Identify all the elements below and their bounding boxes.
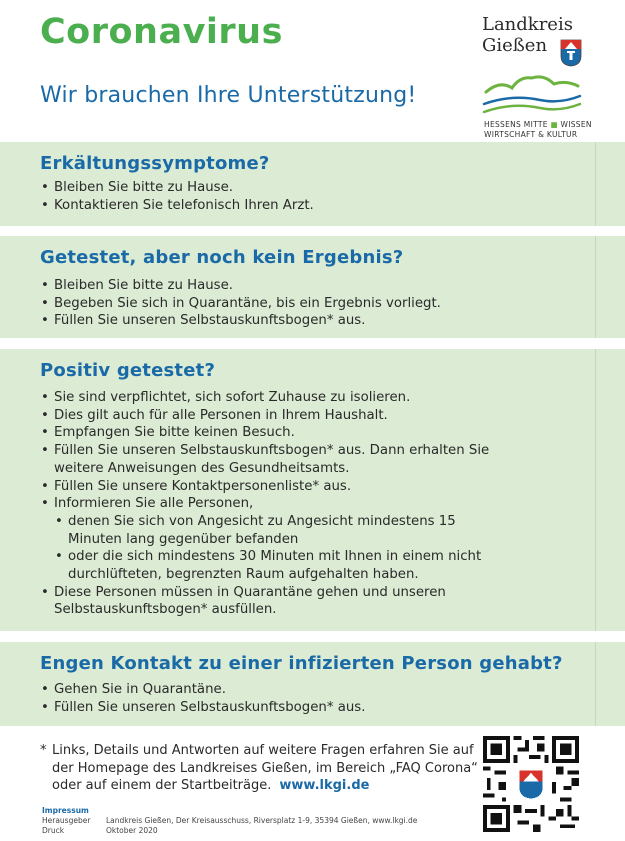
imprint-publisher-label: Herausgeber (42, 816, 91, 825)
landscape-icon (482, 72, 582, 120)
footnote-text: Links, Details und Antworten auf weitere Fragen erfahren Sie auf der Homepage des Landkreises Gießen, im Bereich „FAQ Corona“ oder auf einem der Startbeiträge. (52, 743, 478, 793)
list-item: • Sie sind verpflichtet, sich sofort Zuhause zu isolieren. (40, 389, 625, 407)
sub-list-item: • oder die sich mindestens 30 Minuten mit Ihnen in einem nicht durchlüfteten, begrenzten Raum aufgehalten haben. (40, 548, 530, 583)
list-item: • Füllen Sie unsere Kontaktpersonenliste* aus. (40, 478, 625, 496)
list-item: • Diese Personen müssen in Quarantäne gehen und unseren Selbstauskunftsbogen* ausfüllen. (40, 584, 520, 619)
imprint-heading: Impressum (42, 806, 89, 815)
imprint (42, 806, 417, 836)
imprint-publisher-value: Landkreis Gießen, Der Kreisausschuss, Riversplatz 1-9, 35394 Gießen, www.lkgi.de (106, 816, 418, 825)
list-item: • Bleiben Sie bitte zu Hause. (40, 277, 625, 295)
section-heading: Erkältungssymptome? (40, 153, 270, 174)
page-title: Coronavirus (40, 12, 283, 52)
list-item: • Kontaktieren Sie telefonisch Ihren Arzt. (40, 197, 625, 215)
logo-tag-line-2: WIRTSCHAFT & KULTUR (484, 130, 578, 139)
dot-icon: ■ (550, 120, 558, 129)
logo-line-2: Gießen (482, 35, 548, 56)
list-item: • Bleiben Sie bitte zu Hause. (40, 179, 625, 197)
section-heading: Positiv getestet? (40, 360, 216, 381)
list-item: • Gehen Sie in Quarantäne. (40, 681, 625, 699)
sub-list-item: • denen Sie sich von Angesicht zu Angesicht mindestens 15 Minuten lang gegenüber befanden (40, 513, 510, 548)
landkreis-logo (482, 14, 592, 139)
list-item: • Dies gilt auch für alle Personen in Ihrem Haushalt. (40, 407, 625, 425)
list-item: • Füllen Sie unseren Selbstauskunftsbogen* aus. (40, 312, 625, 330)
coat-of-arms-icon (560, 39, 582, 67)
logo-tag-a: HESSENS MITTE (484, 120, 548, 129)
section-cold-symptoms (0, 142, 625, 226)
page-subtitle: Wir brauchen Ihre Unterstützung! (40, 83, 417, 108)
section-tested-positive (0, 349, 625, 631)
footnote-star: * (40, 743, 47, 758)
logo-line-1: Landkreis (482, 14, 573, 35)
section-heading: Engen Kontakt zu einer infizierten Person gehabt? (40, 653, 563, 674)
qr-code-icon[interactable] (483, 736, 579, 832)
footnote (40, 742, 480, 795)
list-item: • Füllen Sie unseren Selbstauskunftsbogen* aus. Dann erhalten Sie weitere Anweisungen des Gesundheitsamts. (40, 442, 540, 477)
section-tested-no-result (0, 236, 625, 338)
section-heading: Getestet, aber noch kein Ergebnis? (40, 247, 404, 268)
list-item: • Informieren Sie alle Personen, (40, 495, 625, 513)
list-item: • Empfangen Sie bitte keinen Besuch. (40, 424, 625, 442)
logo-tag-b: WISSEN (560, 120, 592, 129)
list-item: • Begeben Sie sich in Quarantäne, bis ein Ergebnis vorliegt. (40, 295, 625, 313)
section-close-contact (0, 642, 625, 726)
imprint-print-value: Oktober 2020 (106, 826, 158, 835)
logo-tagline (484, 120, 592, 140)
website-link[interactable]: www.lkgi.de (279, 778, 370, 793)
imprint-print-label: Druck (42, 826, 65, 835)
list-item: • Füllen Sie unseren Selbstauskunftsbogen* aus. (40, 699, 625, 717)
